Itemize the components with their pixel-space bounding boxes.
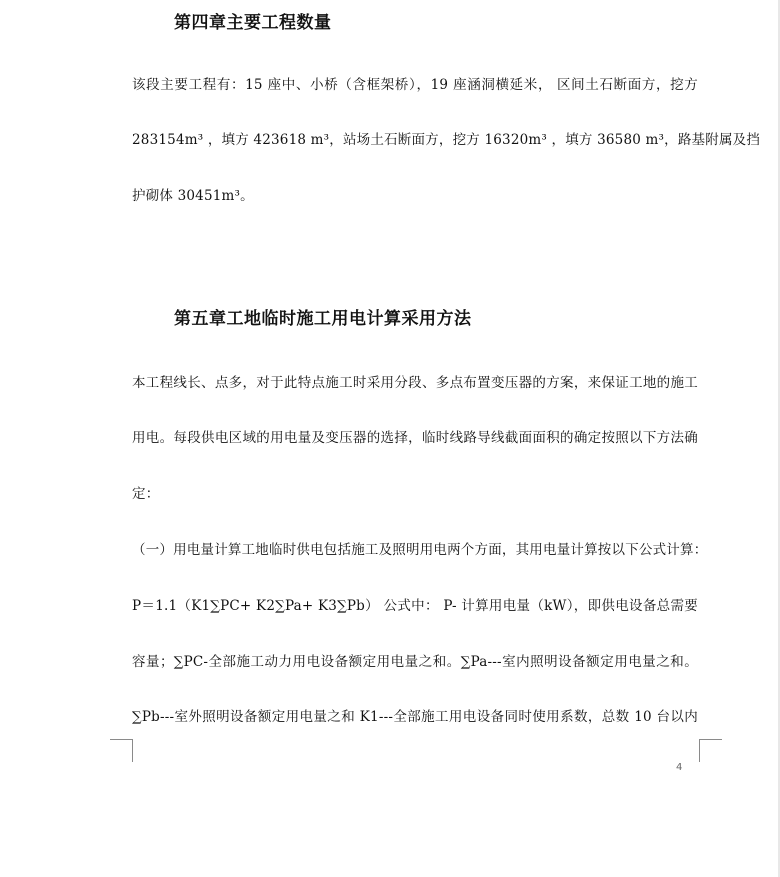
- chapter-5-line-6: 容量；∑PC-全部施工动力用电设备额定用电量之和。∑Pa---室内照明设备额定用电量之和。: [132, 654, 698, 670]
- chapter-4-line-1: 该段主要工程有：15 座中、小桥（含框架桥），19 座涵洞横延米， 区间土石断面方，挖方: [132, 77, 698, 93]
- chapter-4-line-3: 护砌体 30451m³。: [132, 188, 254, 204]
- margin-corner-mark-left: [110, 739, 133, 762]
- page-number: 4: [676, 762, 683, 773]
- chapter-5-line-2: 用电。每段供电区域的用电量及变压器的选择，临时线路导线截面面积的确定按照以下方法确: [132, 430, 698, 446]
- chapter-4-line-2: 283154m³ ，填方 423618 m³，站场土石断面方，挖方 16320m³ ，填方 36580 m³，路基附属及挡: [132, 132, 761, 148]
- chapter-4-title: 第四章主要工程数量: [174, 13, 332, 33]
- chapter-5-title: 第五章工地临时施工用电计算采用方法: [174, 309, 472, 329]
- chapter-5-line-7: ∑Pb---室外照明设备额定用电量之和 K1---全部施工用电设备同时使用系数，总数 10 台以内: [132, 709, 698, 725]
- chapter-5-line-5: P＝1.1（K1∑PC+ K2∑Pa+ K3∑Pb） 公式中： P- 计算用电量（kW），即供电设备总需要: [132, 598, 698, 614]
- chapter-5-line-3: 定：: [132, 486, 160, 502]
- margin-corner-mark-right: [699, 739, 722, 762]
- chapter-5-line-1: 本工程线长、点多，对于此特点施工时采用分段、多点布置变压器的方案，来保证工地的施工: [132, 375, 698, 391]
- chapter-5-line-4: （一）用电量计算工地临时供电包括施工及照明用电两个方面，其用电量计算按以下公式计算：: [132, 542, 708, 558]
